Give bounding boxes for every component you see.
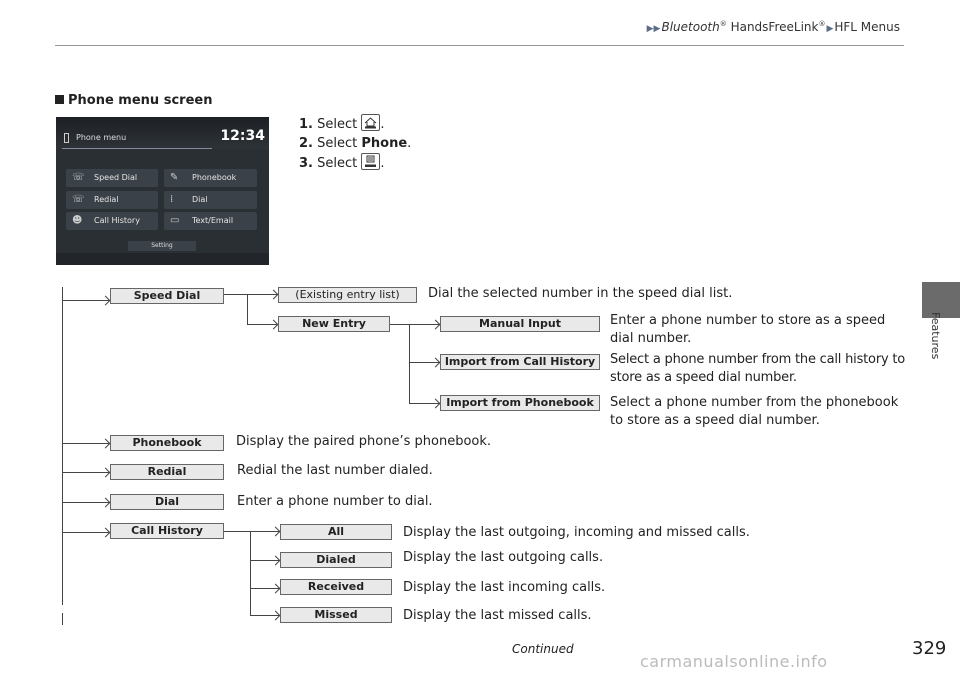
- arrow-icon: [101, 468, 111, 478]
- step-1: 1. Select .: [299, 114, 411, 134]
- message-icon: ▭: [170, 215, 180, 226]
- phonebook-desc: Display the paired phone’s phonebook.: [236, 434, 492, 449]
- phone-status-icon: [64, 133, 69, 143]
- import-call-history-desc: Select a phone number from the call history to store as a speed dial number.: [610, 352, 906, 385]
- existing-entry-desc: Dial the selected number in the speed dial list.: [428, 286, 733, 301]
- menu-dialed: Dialed: [280, 552, 392, 568]
- dialed-desc: Display the last outgoing calls.: [403, 550, 604, 565]
- menu-speed-dial: Speed Dial: [110, 288, 224, 304]
- breadcrumb-hfl: HandsFreeLink: [730, 20, 819, 34]
- arrow-icon: [269, 290, 279, 300]
- menu-dial: Dial: [110, 494, 224, 510]
- phonebook-icon: ✎: [170, 172, 179, 183]
- breadcrumb-bluetooth: Bluetooth: [661, 20, 720, 34]
- menu-all: All: [280, 524, 392, 540]
- arrow-icon: [431, 320, 441, 330]
- manual-input-desc: Enter a phone number to store as a speed dial number.: [610, 313, 886, 346]
- screen-title: Phone menu: [76, 133, 127, 142]
- missed-desc: Display the last missed calls.: [403, 608, 592, 623]
- menu-icon: [361, 153, 380, 170]
- home-icon: [361, 114, 380, 131]
- square-bullet-icon: [55, 95, 64, 104]
- arrow-icon: [271, 556, 281, 566]
- arrow-icon: [271, 527, 281, 537]
- import-phonebook-desc: Select a phone number from the phonebook to store as a speed dial number.: [610, 395, 899, 428]
- arrow-icon: [101, 439, 111, 449]
- chevron-right-icon: ▶: [826, 24, 834, 34]
- menu-import-call-history: Import from Call History: [440, 354, 600, 370]
- screen-call-history-button[interactable]: ☻ Call History: [66, 212, 158, 230]
- menu-missed: Missed: [280, 607, 392, 623]
- chapter-label: Features: [929, 312, 942, 360]
- step-3: 3. Select .: [299, 153, 411, 173]
- menu-phonebook: Phonebook: [110, 435, 224, 451]
- arrow-icon: [271, 584, 281, 594]
- screen-speed-dial-button[interactable]: ☏ Speed Dial: [66, 169, 158, 187]
- menu-redial: Redial: [110, 464, 224, 480]
- arrow-icon: [271, 611, 281, 621]
- phone-menu-screenshot: [56, 117, 269, 265]
- breadcrumb: ▶▶Bluetooth® HandsFreeLink®▶HFL Menus: [646, 20, 900, 34]
- all-desc: Display the last outgoing, incoming and missed calls.: [403, 525, 750, 540]
- arrow-icon: [101, 528, 111, 538]
- screen-text-email-button[interactable]: ▭ Text/Email: [164, 212, 257, 230]
- call-history-icon: ☻: [72, 215, 83, 226]
- arrow-icon: [431, 399, 441, 409]
- keypad-icon: ⁞: [170, 194, 174, 205]
- speed-dial-icon: ☏: [72, 172, 85, 183]
- step-list: [299, 114, 411, 173]
- continued-label: Continued: [512, 642, 574, 656]
- arrow-icon: [269, 320, 279, 330]
- received-desc: Display the last incoming calls.: [403, 580, 606, 595]
- tree-trunk: [62, 287, 63, 605]
- screen-setting-button[interactable]: Setting: [128, 241, 196, 251]
- menu-import-phonebook: Import from Phonebook: [440, 395, 600, 411]
- redial-desc: Redial the last number dialed.: [237, 463, 433, 478]
- menu-existing-entry-list: (Existing entry list): [278, 287, 417, 303]
- section-title: Phone menu screen: [55, 93, 212, 108]
- screen-dial-button[interactable]: ⁞ Dial: [164, 191, 257, 209]
- dial-desc: Enter a phone number to dial.: [237, 494, 433, 509]
- arrow-icon: [101, 498, 111, 508]
- redial-icon: ☏: [72, 194, 85, 205]
- screen-phonebook-button[interactable]: ✎ Phonebook: [164, 169, 257, 187]
- screen-clock: 12:34: [220, 128, 265, 144]
- breadcrumb-menus: HFL Menus: [834, 20, 900, 34]
- menu-new-entry: New Entry: [278, 316, 390, 332]
- header-rule: [55, 45, 904, 46]
- page-number: 329: [912, 638, 947, 659]
- menu-manual-input: Manual Input: [440, 316, 600, 332]
- screen-redial-button[interactable]: ☏ Redial: [66, 191, 158, 209]
- menu-received: Received: [280, 579, 392, 595]
- menu-call-history: Call History: [110, 523, 224, 539]
- step-2: 2. Select Phone.: [299, 136, 412, 151]
- chevron-right-icon: ▶▶: [646, 24, 661, 34]
- arrow-icon: [101, 296, 111, 306]
- watermark: carmanualsonline.info: [640, 652, 828, 671]
- arrow-icon: [431, 358, 441, 368]
